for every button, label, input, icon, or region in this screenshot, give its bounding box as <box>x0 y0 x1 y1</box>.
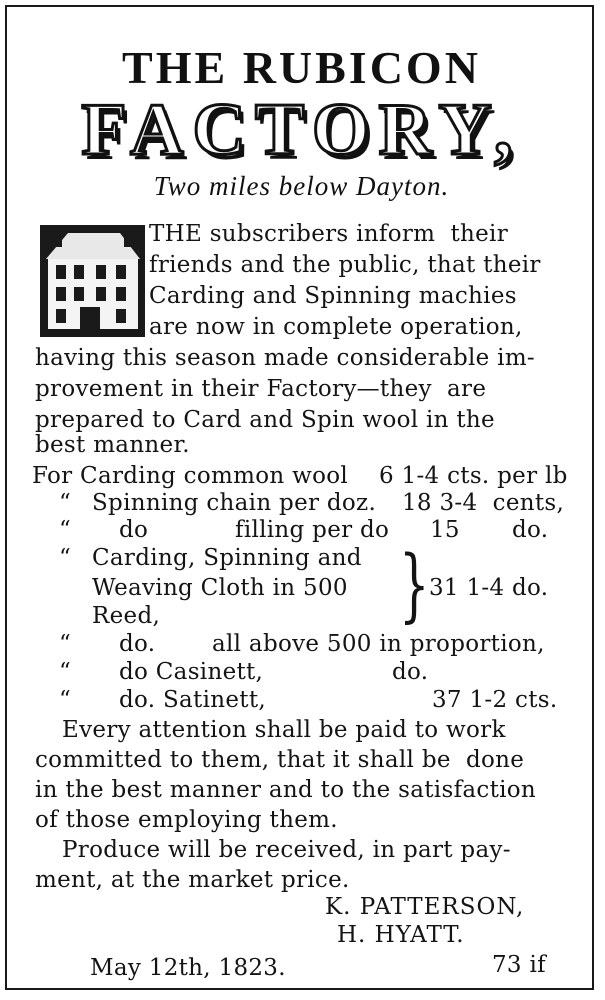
price-item: Carding, Spinning and <box>92 545 362 571</box>
closing-line: of those employing them. <box>35 807 338 833</box>
subtitle: Two miles below Dayton. <box>153 171 450 201</box>
title-line-2: FACTORY, <box>81 89 522 171</box>
ditto-mark: “ <box>59 517 72 543</box>
closing-line: Every attention shall be paid to work <box>62 717 506 743</box>
intro-line: THE subscribers inform their <box>149 221 508 247</box>
title-line-1: THE RUBICON <box>122 42 481 93</box>
intro-line: having this season made considerable im- <box>35 345 535 371</box>
intro-line: are now in complete operation, <box>149 314 523 340</box>
intro-line: best manner. <box>35 432 190 458</box>
ditto-mark: “ <box>59 545 72 571</box>
price-item: do <box>119 517 149 543</box>
curly-brace-icon: } <box>399 538 430 631</box>
price-value: 18 3-4 cents, <box>402 490 565 516</box>
closing-line: committed to them, that it shall be done <box>35 747 525 773</box>
intro-line: Carding and Spinning machies <box>149 283 517 309</box>
closing-line: in the best manner and to the satisfaction <box>35 777 537 803</box>
price-value: 31 1-4 do. <box>429 575 549 601</box>
advertisement-frame <box>5 5 594 990</box>
closing-line: Produce will be received, in part pay- <box>62 837 511 863</box>
price-value: 6 1-4 cts. per lb <box>379 463 568 489</box>
signature-name: K. PATTERSON, <box>325 894 525 920</box>
intro-line: friends and the public, that their <box>149 252 541 278</box>
intro-line: prepared to Card and Spin wool in the <box>35 407 495 433</box>
price-description: do. <box>392 659 429 685</box>
issue-code: 73 if <box>492 952 546 978</box>
price-description: all above 500 in proportion, <box>212 631 545 657</box>
ditto-mark: “ <box>59 659 72 685</box>
price-item: do. Satinett, <box>119 687 266 713</box>
publication-date: May 12th, 1823. <box>90 955 286 981</box>
signature-name: H. HYATT. <box>337 922 465 948</box>
price-item: For Carding common wool <box>32 463 349 489</box>
price-value: 15 <box>430 517 460 543</box>
ditto-mark: “ <box>59 631 72 657</box>
price-value: 37 1-2 cts. <box>432 687 558 713</box>
price-item: do Casinett, <box>119 659 264 685</box>
intro-line: provement in their Factory—they are <box>35 376 487 402</box>
price-unit: do. <box>512 517 549 543</box>
price-item: Reed, <box>92 603 161 629</box>
price-item: do. <box>119 631 156 657</box>
closing-line: ment, at the market price. <box>35 867 350 893</box>
factory-building-icon <box>40 225 145 337</box>
ditto-mark: “ <box>59 490 72 516</box>
price-description: filling per do <box>235 517 390 543</box>
price-item: Spinning chain per doz. <box>92 490 377 516</box>
price-item: Weaving Cloth in 500 <box>92 575 348 601</box>
ditto-mark: “ <box>59 687 72 713</box>
